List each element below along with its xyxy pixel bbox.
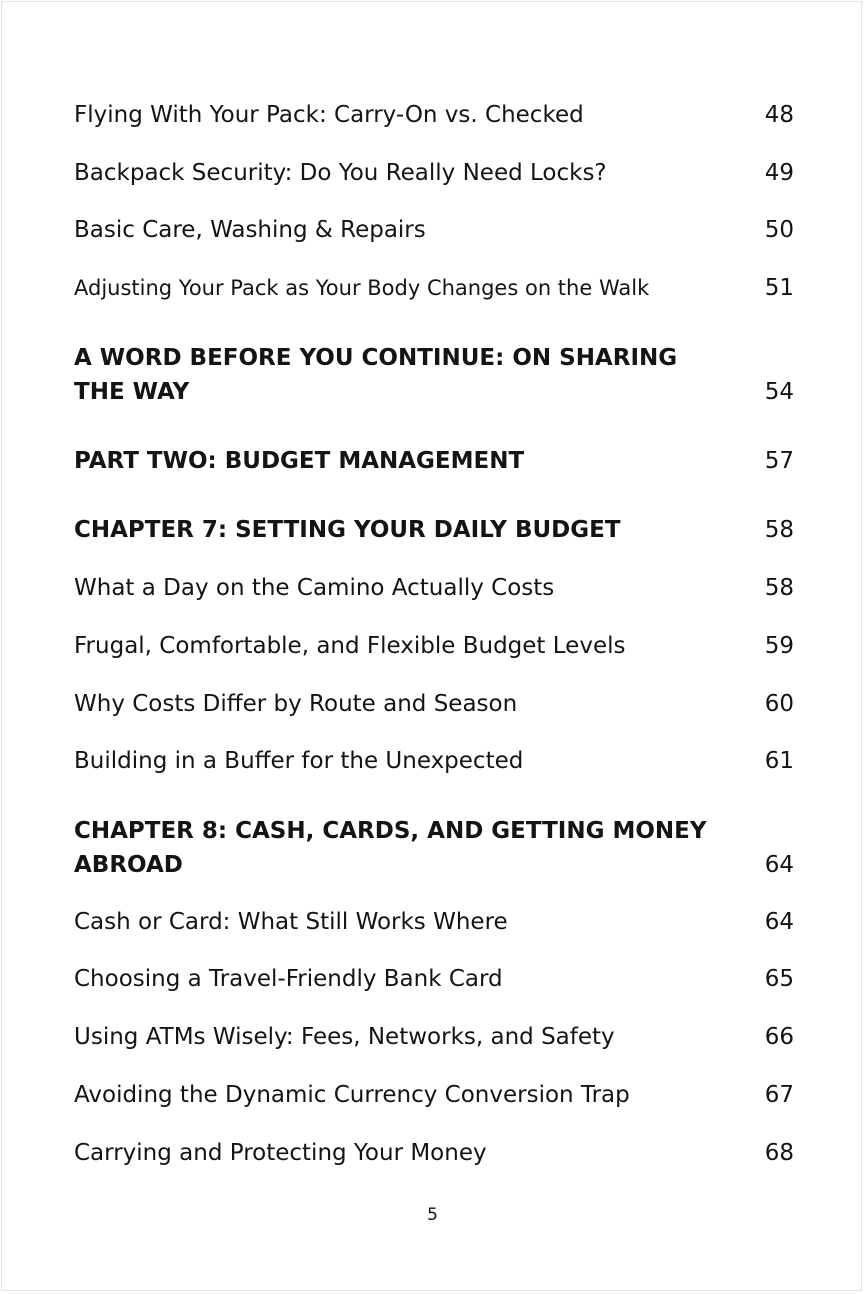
toc-entry-page: 48	[764, 102, 794, 128]
toc-chapter-title: PART TWO: BUDGET MANAGEMENT	[74, 448, 525, 474]
toc-entry-page: 64	[764, 852, 794, 878]
toc-entry[interactable]	[74, 1020, 794, 1054]
toc-entry[interactable]	[74, 744, 794, 778]
toc-entry[interactable]	[74, 271, 794, 305]
toc-entry-title: Building in a Buffer for the Unexpected	[74, 748, 524, 774]
toc-entry-title: Carrying and Protecting Your Money	[74, 1140, 487, 1166]
toc-entry-page: 54	[764, 379, 794, 405]
toc-entry-title: Adjusting Your Pack as Your Body Changes on the Walk	[74, 276, 650, 300]
page-number: 5	[427, 1205, 438, 1225]
toc-entry[interactable]	[74, 687, 794, 721]
toc-entry-page: 67	[764, 1082, 794, 1108]
toc-entry-title: Why Costs Differ by Route and Season	[74, 691, 518, 717]
toc-entry[interactable]	[74, 629, 794, 663]
toc-entry-title: Frugal, Comfortable, and Flexible Budget Levels	[74, 633, 626, 659]
toc-entry[interactable]	[74, 156, 794, 190]
toc-entry[interactable]	[74, 905, 794, 939]
toc-entry-page: 57	[764, 448, 794, 474]
toc-chapter-entry[interactable]	[74, 814, 794, 882]
toc-entry-page: 68	[764, 1140, 794, 1166]
toc-entry-page: 59	[764, 633, 794, 659]
toc-entry-page: 61	[764, 748, 794, 774]
toc-entry-page: 66	[764, 1024, 794, 1050]
toc-entry-title: Choosing a Travel-Friendly Bank Card	[74, 966, 503, 992]
toc-entry-title: Cash or Card: What Still Works Where	[74, 909, 508, 935]
toc-chapter-entry[interactable]	[74, 444, 794, 478]
toc-entry-title: Basic Care, Washing & Repairs	[74, 217, 426, 243]
toc-entry-page: 65	[764, 966, 794, 992]
toc-entry-page: 58	[764, 575, 794, 601]
toc-entry-title: Flying With Your Pack: Carry-On vs. Checked	[74, 102, 584, 128]
toc-entry-page: 58	[764, 517, 794, 543]
toc-chapter-entry[interactable]	[74, 341, 794, 409]
toc-entry-title: What a Day on the Camino Actually Costs	[74, 575, 555, 601]
toc-entry-page: 51	[764, 275, 794, 301]
toc-entry-page: 50	[764, 217, 794, 243]
toc-entry-title: Backpack Security: Do You Really Need Locks?	[74, 160, 607, 186]
toc-entry[interactable]	[74, 962, 794, 996]
toc-entry-page: 49	[764, 160, 794, 186]
toc-entry[interactable]	[74, 1136, 794, 1170]
toc-chapter-title: CHAPTER 7: SETTING YOUR DAILY BUDGET	[74, 517, 621, 543]
toc-chapter-title: A WORD BEFORE YOU CONTINUE: ON SHARING THE WAY	[74, 345, 678, 405]
toc-chapter-title: CHAPTER 8: CASH, CARDS, AND GETTING MONEY ABROAD	[74, 818, 707, 878]
toc-entry-title: Using ATMs Wisely: Fees, Networks, and Safety	[74, 1024, 615, 1050]
toc-entry[interactable]	[74, 1078, 794, 1112]
toc-entry[interactable]	[74, 98, 794, 132]
toc-entry-page: 64	[764, 909, 794, 935]
toc-entry[interactable]	[74, 571, 794, 605]
toc-entry-page: 60	[764, 691, 794, 717]
toc-chapter-entry[interactable]	[74, 513, 794, 547]
toc-entry[interactable]	[74, 213, 794, 247]
toc-entry-title: Avoiding the Dynamic Currency Conversion Trap	[74, 1082, 630, 1108]
